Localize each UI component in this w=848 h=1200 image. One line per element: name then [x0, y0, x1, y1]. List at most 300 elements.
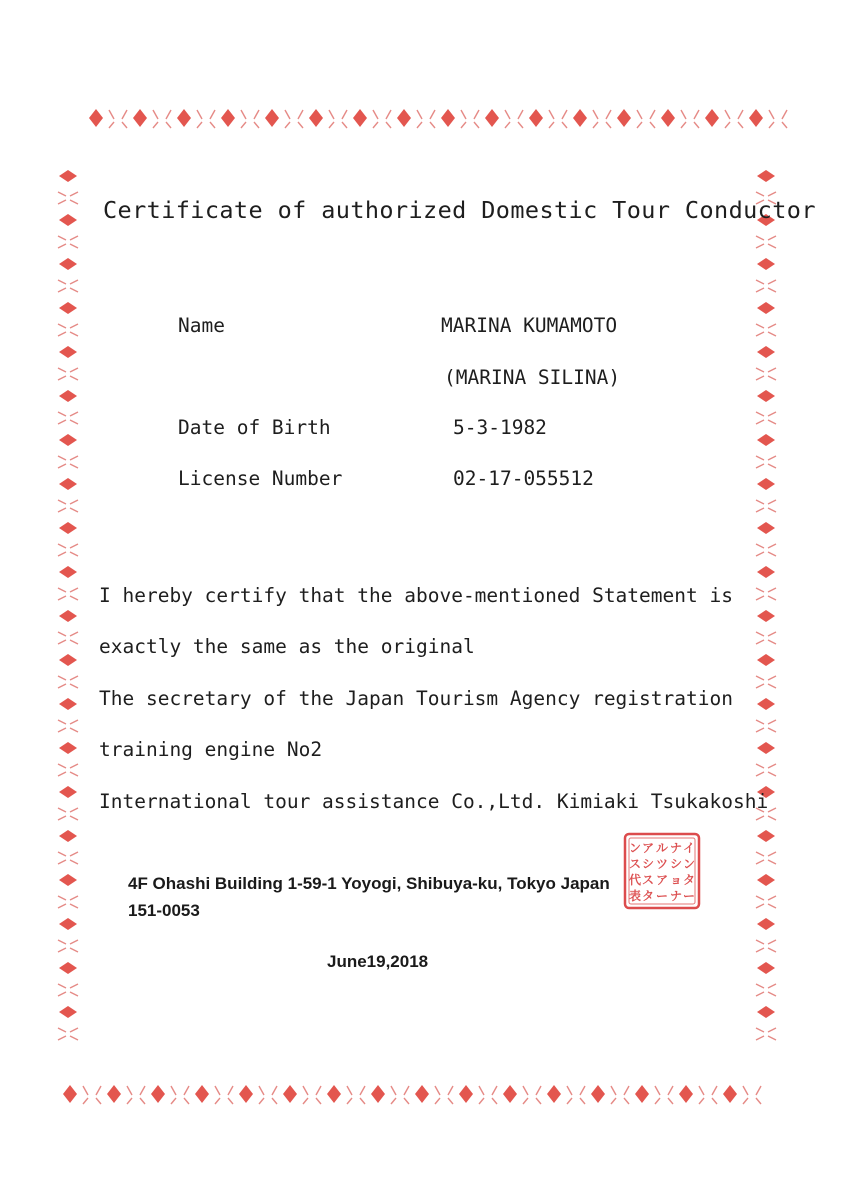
- border-tick: [738, 122, 743, 128]
- border-tick: [70, 508, 78, 512]
- border-tick: [768, 764, 776, 768]
- border-diamond: [705, 109, 719, 127]
- border-diamond: [283, 1085, 297, 1103]
- statement-line-5: International tour assistance Co.,Ltd. Kimiaki Tsukakoshi: [99, 790, 769, 813]
- border-diamond: [459, 1085, 473, 1103]
- border-tick: [70, 948, 78, 952]
- border-tick: [768, 280, 776, 284]
- border-tick: [768, 376, 776, 380]
- border-tick: [768, 544, 776, 548]
- border-tick: [153, 110, 158, 119]
- border-tick: [768, 676, 776, 680]
- border-tick: [479, 1098, 484, 1104]
- border-tick: [694, 110, 699, 119]
- border-tick: [580, 1098, 585, 1104]
- border-tick: [58, 508, 66, 512]
- border-tick: [523, 1098, 528, 1104]
- border-diamond: [353, 109, 367, 127]
- border-tick: [756, 860, 764, 864]
- border-tick: [768, 464, 776, 468]
- border-tick: [474, 122, 479, 128]
- border-tick: [122, 110, 127, 119]
- svg-text:シ: シ: [669, 857, 683, 871]
- border-tick: [768, 324, 776, 328]
- border-diamond: [757, 1006, 775, 1018]
- border-tick: [768, 728, 776, 732]
- border-tick: [699, 1098, 704, 1104]
- address-line-2: 151-0053: [128, 901, 200, 920]
- border-tick: [756, 244, 764, 248]
- border-tick: [58, 632, 66, 636]
- statement-line-4: training engine No2: [99, 738, 323, 761]
- border-tick: [360, 1086, 365, 1095]
- border-diamond: [547, 1085, 561, 1103]
- border-diamond: [757, 522, 775, 534]
- license-label: License Number: [178, 467, 343, 490]
- border-tick: [756, 676, 764, 680]
- border-tick: [461, 110, 466, 119]
- border-tick: [756, 236, 764, 240]
- border-tick: [259, 1086, 264, 1095]
- border-tick: [70, 236, 78, 240]
- border-tick: [756, 376, 764, 380]
- border-tick: [768, 236, 776, 240]
- border-tick: [536, 1098, 541, 1104]
- border-tick: [593, 122, 598, 128]
- border-tick: [768, 772, 776, 776]
- border-tick: [756, 684, 764, 688]
- svg-text:ア: ア: [641, 841, 655, 855]
- border-tick: [241, 110, 246, 119]
- border-tick: [756, 280, 764, 284]
- border-diamond: [59, 302, 77, 314]
- border-tick: [782, 122, 787, 128]
- border-tick: [70, 640, 78, 644]
- border-tick: [58, 236, 66, 240]
- border-tick: [58, 676, 66, 680]
- border-diamond: [757, 654, 775, 666]
- border-tick: [536, 1086, 541, 1095]
- border-diamond: [415, 1085, 429, 1103]
- border-tick: [70, 280, 78, 284]
- border-diamond: [397, 109, 411, 127]
- border-diamond: [723, 1085, 737, 1103]
- border-tick: [768, 816, 776, 820]
- border-tick: [756, 500, 764, 504]
- border-tick: [738, 110, 743, 119]
- border-diamond: [757, 434, 775, 446]
- border-diamond: [59, 346, 77, 358]
- border-tick: [404, 1098, 409, 1104]
- border-tick: [768, 456, 776, 460]
- border-tick: [769, 122, 774, 128]
- border-tick: [58, 544, 66, 548]
- border-tick: [768, 992, 776, 996]
- border-tick: [58, 904, 66, 908]
- border-tick: [655, 1098, 660, 1104]
- border-diamond: [757, 170, 775, 182]
- border-tick: [768, 808, 776, 812]
- border-tick: [58, 940, 66, 944]
- border-tick: [96, 1086, 101, 1095]
- border-tick: [768, 368, 776, 372]
- border-tick: [768, 640, 776, 644]
- border-tick: [769, 110, 774, 119]
- border-tick: [329, 122, 334, 128]
- border-tick: [58, 896, 66, 900]
- border-tick: [430, 110, 435, 119]
- border-tick: [70, 200, 78, 204]
- border-diamond: [265, 109, 279, 127]
- border-tick: [70, 456, 78, 460]
- border-tick: [70, 852, 78, 856]
- border-tick: [184, 1098, 189, 1104]
- svg-text:ツ: ツ: [655, 857, 669, 871]
- border-tick: [386, 122, 391, 128]
- name-alias: (MARINA SILINA): [444, 366, 621, 389]
- border-tick: [756, 940, 764, 944]
- svg-text:シ: シ: [641, 857, 655, 871]
- svg-text:イ: イ: [682, 841, 696, 855]
- border-tick: [70, 544, 78, 548]
- border-diamond: [59, 1006, 77, 1018]
- border-tick: [303, 1098, 308, 1104]
- border-tick: [768, 860, 776, 864]
- border-tick: [756, 640, 764, 644]
- border-tick: [70, 412, 78, 416]
- border-tick: [606, 110, 611, 119]
- border-tick: [417, 122, 422, 128]
- border-tick: [58, 984, 66, 988]
- border-diamond: [59, 742, 77, 754]
- border-tick: [58, 852, 66, 856]
- border-tick: [210, 110, 215, 119]
- border-tick: [756, 456, 764, 460]
- border-tick: [435, 1086, 440, 1095]
- border-tick: [474, 110, 479, 119]
- border-tick: [756, 368, 764, 372]
- border-tick: [756, 816, 764, 820]
- border-diamond: [177, 109, 191, 127]
- border-tick: [122, 122, 127, 128]
- border-diamond: [59, 610, 77, 622]
- border-tick: [756, 720, 764, 724]
- border-tick: [562, 122, 567, 128]
- border-tick: [166, 122, 171, 128]
- border-tick: [70, 192, 78, 196]
- border-tick: [70, 808, 78, 812]
- border-diamond: [529, 109, 543, 127]
- border-tick: [70, 1028, 78, 1032]
- border-tick: [197, 110, 202, 119]
- border-tick: [70, 904, 78, 908]
- svg-text:ル: ル: [655, 841, 669, 855]
- border-tick: [637, 110, 642, 119]
- dob-label: Date of Birth: [178, 416, 331, 439]
- border-tick: [756, 588, 764, 592]
- border-tick: [435, 1098, 440, 1104]
- license-value: 02-17-055512: [453, 467, 594, 490]
- border-tick: [127, 1098, 132, 1104]
- border-diamond: [327, 1085, 341, 1103]
- border-diamond: [107, 1085, 121, 1103]
- border-tick: [391, 1086, 396, 1095]
- border-diamond: [757, 962, 775, 974]
- border-tick: [756, 1098, 761, 1104]
- border-tick: [109, 122, 114, 128]
- border-tick: [70, 720, 78, 724]
- border-tick: [58, 948, 66, 952]
- border-tick: [58, 192, 66, 196]
- border-diamond: [59, 390, 77, 402]
- border-tick: [386, 110, 391, 119]
- border-tick: [492, 1098, 497, 1104]
- border-tick: [70, 552, 78, 556]
- border-tick: [58, 456, 66, 460]
- border-tick: [756, 896, 764, 900]
- border-tick: [567, 1098, 572, 1104]
- border-tick: [58, 368, 66, 372]
- border-tick: [298, 110, 303, 119]
- border-diamond: [757, 566, 775, 578]
- border-tick: [756, 508, 764, 512]
- border-tick: [712, 1086, 717, 1095]
- border-tick: [768, 852, 776, 856]
- border-tick: [768, 332, 776, 336]
- border-tick: [347, 1086, 352, 1095]
- border-tick: [329, 110, 334, 119]
- border-tick: [756, 632, 764, 636]
- border-tick: [756, 764, 764, 768]
- border-tick: [70, 464, 78, 468]
- border-tick: [725, 122, 730, 128]
- border-diamond: [239, 1085, 253, 1103]
- border-diamond: [59, 434, 77, 446]
- statement-line-2: exactly the same as the original: [99, 635, 475, 658]
- border-tick: [58, 376, 66, 380]
- border-tick: [768, 684, 776, 688]
- border-tick: [70, 772, 78, 776]
- border-tick: [768, 948, 776, 952]
- border-tick: [285, 110, 290, 119]
- border-tick: [70, 420, 78, 424]
- border-tick: [373, 110, 378, 119]
- border-tick: [215, 1086, 220, 1095]
- border-tick: [624, 1086, 629, 1095]
- border-tick: [83, 1086, 88, 1095]
- border-tick: [70, 324, 78, 328]
- border-diamond: [757, 346, 775, 358]
- name-label: Name: [178, 314, 225, 337]
- address-line-1: 4F Ohashi Building 1-59-1 Yoyogi, Shibuya-ku, Tokyo Japan: [128, 874, 610, 893]
- border-diamond: [485, 109, 499, 127]
- border-tick: [373, 122, 378, 128]
- border-tick: [70, 632, 78, 636]
- border-tick: [743, 1098, 748, 1104]
- border-diamond: [59, 654, 77, 666]
- border-tick: [756, 772, 764, 776]
- svg-text:ー: ー: [655, 889, 669, 903]
- svg-text:ス: ス: [641, 873, 655, 887]
- border-tick: [228, 1098, 233, 1104]
- border-diamond: [59, 962, 77, 974]
- border-diamond: [59, 830, 77, 842]
- border-diamond: [757, 918, 775, 930]
- border-diamond: [757, 302, 775, 314]
- border-tick: [197, 122, 202, 128]
- border-tick: [58, 720, 66, 724]
- border-tick: [70, 288, 78, 292]
- statement-line-3: The secretary of the Japan Tourism Agency registration: [99, 687, 733, 710]
- border-diamond: [661, 109, 675, 127]
- border-tick: [70, 984, 78, 988]
- border-tick: [83, 1098, 88, 1104]
- border-diamond: [59, 786, 77, 798]
- svg-text:表: 表: [628, 889, 642, 903]
- border-tick: [58, 244, 66, 248]
- border-tick: [611, 1086, 616, 1095]
- border-tick: [272, 1098, 277, 1104]
- border-diamond: [59, 258, 77, 270]
- border-tick: [241, 122, 246, 128]
- border-tick: [58, 200, 66, 204]
- border-tick: [58, 500, 66, 504]
- border-tick: [756, 904, 764, 908]
- border-tick: [58, 640, 66, 644]
- border-tick: [254, 122, 259, 128]
- border-tick: [342, 122, 347, 128]
- border-tick: [70, 588, 78, 592]
- border-tick: [650, 110, 655, 119]
- border-tick: [681, 110, 686, 119]
- border-tick: [593, 110, 598, 119]
- border-tick: [58, 412, 66, 416]
- border-diamond: [757, 874, 775, 886]
- border-diamond: [757, 698, 775, 710]
- issue-date: June19,2018: [327, 952, 429, 971]
- border-diamond: [59, 170, 77, 182]
- border-tick: [285, 122, 290, 128]
- border-tick: [70, 368, 78, 372]
- border-tick: [58, 596, 66, 600]
- border-tick: [70, 816, 78, 820]
- border-diamond: [59, 874, 77, 886]
- border-tick: [768, 984, 776, 988]
- border-diamond: [757, 390, 775, 402]
- certificate-title: Certificate of authorized Domestic Tour Conductor: [103, 196, 816, 224]
- statement-line-1: I hereby certify that the above-mentioned Statement is: [99, 584, 733, 607]
- border-tick: [430, 122, 435, 128]
- border-diamond: [59, 566, 77, 578]
- border-tick: [58, 288, 66, 292]
- border-tick: [768, 412, 776, 416]
- border-tick: [58, 1036, 66, 1040]
- border-tick: [611, 1098, 616, 1104]
- border-tick: [567, 1086, 572, 1095]
- border-tick: [699, 1086, 704, 1095]
- border-tick: [756, 332, 764, 336]
- border-tick: [606, 122, 611, 128]
- border-diamond: [573, 109, 587, 127]
- border-tick: [768, 720, 776, 724]
- border-tick: [637, 122, 642, 128]
- border-tick: [58, 280, 66, 284]
- border-tick: [70, 376, 78, 380]
- border-tick: [58, 728, 66, 732]
- border-diamond: [503, 1085, 517, 1103]
- border-tick: [712, 1098, 717, 1104]
- border-tick: [505, 122, 510, 128]
- border-tick: [768, 632, 776, 636]
- border-tick: [756, 412, 764, 416]
- border-tick: [109, 110, 114, 119]
- border-tick: [228, 1086, 233, 1095]
- border-tick: [316, 1098, 321, 1104]
- border-tick: [70, 728, 78, 732]
- border-tick: [171, 1098, 176, 1104]
- border-tick: [342, 110, 347, 119]
- border-diamond: [59, 522, 77, 534]
- border-tick: [756, 1028, 764, 1032]
- border-diamond: [59, 918, 77, 930]
- border-tick: [479, 1086, 484, 1095]
- border-tick: [70, 676, 78, 680]
- border-tick: [58, 1028, 66, 1032]
- border-tick: [756, 324, 764, 328]
- border-diamond: [59, 698, 77, 710]
- border-tick: [580, 1086, 585, 1095]
- border-tick: [298, 122, 303, 128]
- border-diamond: [59, 214, 77, 226]
- border-tick: [492, 1086, 497, 1095]
- border-tick: [417, 110, 422, 119]
- border-tick: [756, 948, 764, 952]
- dob-value: 5-3-1982: [453, 416, 547, 439]
- border-diamond: [635, 1085, 649, 1103]
- border-tick: [58, 464, 66, 468]
- svg-text:ナ: ナ: [669, 841, 683, 855]
- svg-text:タ: タ: [682, 873, 696, 887]
- border-tick: [254, 110, 259, 119]
- name-value: MARINA KUMAMOTO: [441, 314, 618, 337]
- border-tick: [303, 1086, 308, 1095]
- border-tick: [768, 940, 776, 944]
- border-tick: [127, 1086, 132, 1095]
- border-tick: [58, 808, 66, 812]
- border-tick: [782, 110, 787, 119]
- svg-text:ン: ン: [628, 841, 642, 855]
- border-tick: [743, 1086, 748, 1095]
- border-diamond: [441, 109, 455, 127]
- border-diamond: [151, 1085, 165, 1103]
- border-tick: [391, 1098, 396, 1104]
- border-diamond: [749, 109, 763, 127]
- border-tick: [58, 552, 66, 556]
- border-diamond: [757, 258, 775, 270]
- border-tick: [681, 122, 686, 128]
- border-tick: [70, 332, 78, 336]
- border-tick: [505, 110, 510, 119]
- border-tick: [768, 1028, 776, 1032]
- border-diamond: [221, 109, 235, 127]
- border-tick: [184, 1086, 189, 1095]
- border-diamond: [89, 109, 103, 127]
- svg-text:ョ: ョ: [669, 873, 683, 887]
- border-tick: [756, 544, 764, 548]
- border-diamond: [133, 109, 147, 127]
- border-tick: [70, 1036, 78, 1040]
- border-tick: [316, 1086, 321, 1095]
